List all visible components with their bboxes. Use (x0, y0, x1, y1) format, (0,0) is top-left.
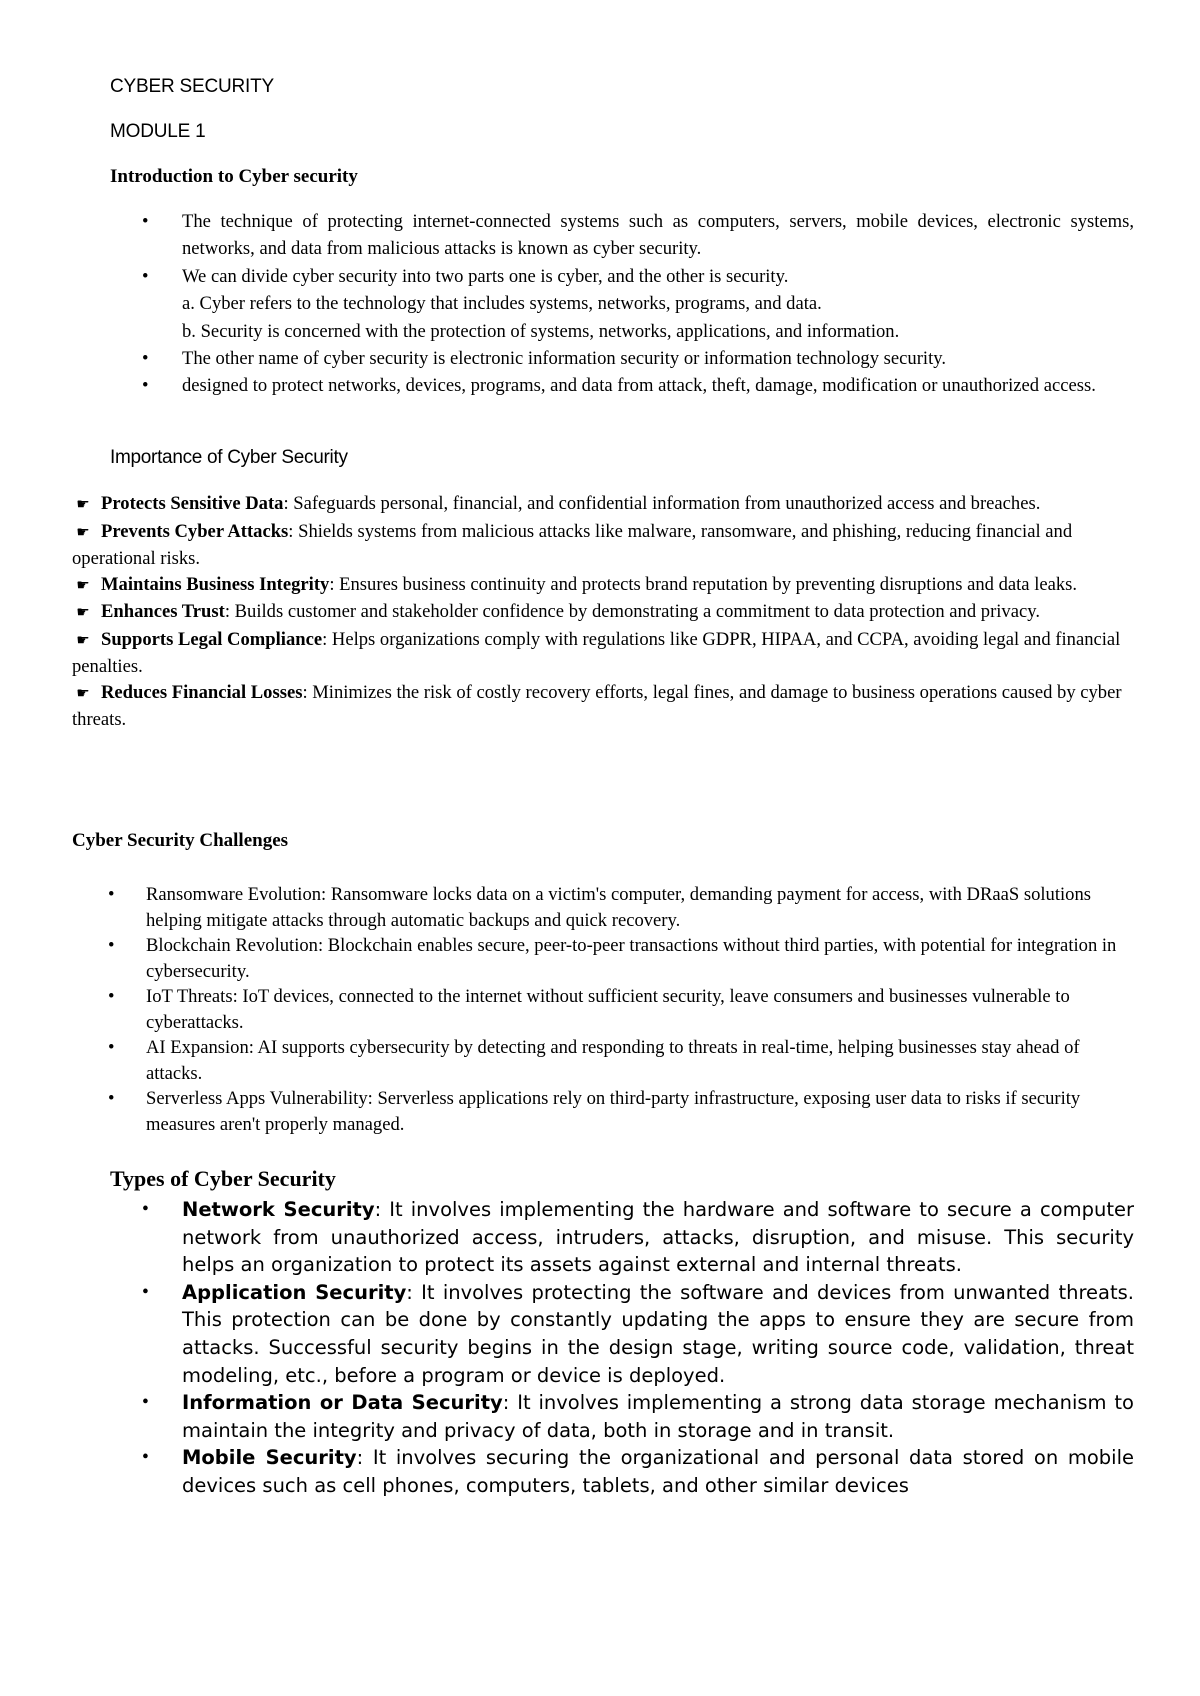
bullet-icon: • (142, 265, 149, 287)
type-desc: : It involves protecting the software and devices from unwanted threats. This protection can be done by constantly updating the apps to ensure they are secure from attacks. Successful security begins in the design stage, writing source code, validation, threat modeling, etc., before a program or device is deployed. (182, 1280, 1134, 1387)
bullet-icon: • (108, 935, 115, 956)
list-item (72, 572, 1132, 600)
bullet-icon: • (108, 884, 115, 905)
list-item (110, 208, 1134, 263)
type-term: Mobile Security (182, 1446, 357, 1470)
list-item (72, 1035, 1132, 1086)
list-item (72, 933, 1132, 984)
importance-term: Enhances Trust (101, 601, 225, 622)
document-title: CYBER SECURITY (110, 76, 275, 97)
pointing-hand-icon: ☛ (76, 577, 90, 594)
type-desc: : It involves implementing a strong data storage mechanism to maintain the integrity and privacy of data, both in storage and in transit. (182, 1391, 1134, 1442)
intro-subitem-a: a. Cyber refers to the technology that includes systems, networks, programs, and data. (182, 293, 822, 315)
pointing-hand-icon: ☛ (76, 497, 90, 513)
bullet-icon: • (142, 348, 149, 370)
list-item (110, 1444, 1134, 1499)
bullet-icon: • (108, 1088, 115, 1109)
challenge-text: Ransomware Evolution: Ransomware locks data on a victim's computer, demanding payment for access, with DRaaS solutions helping mitigate attacks through automatic backups and quick recovery. (146, 884, 1092, 931)
list-item (72, 491, 1132, 519)
challenge-text: Serverless Apps Vulnerability: Serverless applications rely on third-party infrastructure, exposing user data to risks if security measures aren't properly managed. (146, 1088, 1081, 1135)
bullet-icon: • (108, 986, 115, 1007)
list-item (72, 519, 1132, 572)
list-item (72, 599, 1132, 627)
pointing-hand-icon: ☛ (76, 685, 90, 702)
type-term: Network Security (182, 1198, 375, 1221)
intro-list (110, 208, 1134, 400)
list-item (72, 627, 1132, 680)
intro-item-text: We can divide cyber security into two parts one is cyber, and the other is security. (182, 265, 789, 287)
intro-item-text: The other name of cyber security is electronic information security or information technology security. (182, 348, 946, 370)
module-heading: MODULE 1 (110, 121, 206, 142)
list-item (110, 1389, 1134, 1444)
importance-list (72, 491, 1132, 733)
type-desc: : It involves implementing the hardware and software to secure a computer network from unauthorized access, intruders, attacks, disruption, and misuse. This security helps an organization to protect its assets against external and internal threats. (182, 1198, 1134, 1277)
challenge-text: IoT Threats: IoT devices, connected to the internet without sufficient security, leave consumers and businesses vulnerable to cyberattacks. (146, 986, 1070, 1033)
bullet-icon: • (142, 1447, 149, 1469)
bullet-icon: • (142, 1392, 149, 1414)
importance-heading: Importance of Cyber Security (110, 447, 348, 468)
importance-term: Reduces Financial Losses (101, 681, 303, 703)
intro-subitem-b: b. Security is concerned with the protection of systems, networks, applications, and information. (182, 320, 900, 342)
list-item (72, 882, 1132, 933)
intro-heading: Introduction to Cyber security (110, 166, 358, 187)
types-heading: Types of Cyber Security (110, 1166, 336, 1191)
importance-term: Protects Sensitive Data (101, 493, 284, 514)
challenge-text: AI Expansion: AI supports cybersecurity by detecting and responding to threats in real-time, helping businesses stay ahead of attacks. (146, 1037, 1080, 1084)
bullet-icon: • (142, 1281, 149, 1303)
list-item (72, 680, 1132, 733)
intro-item-text: The technique of protecting internet-connected systems such as computers, servers, mobile devices, electronic systems, networks, and data from malicious attacks is known as cyber security. (182, 211, 1134, 260)
list-item (110, 345, 1134, 372)
list-item (72, 984, 1132, 1035)
list-item (72, 1086, 1132, 1137)
importance-desc: : Builds customer and stakeholder confidence by demonstrating a commitment to data protection and privacy. (224, 601, 1040, 622)
importance-term: Supports Legal Compliance (101, 628, 323, 650)
importance-term: Prevents Cyber Attacks (101, 520, 289, 542)
importance-desc: : Helps organizations comply with regulations like GDPR, HIPAA, and CCPA, avoiding legal and financial penalties. (72, 628, 1121, 677)
bullet-icon: • (142, 375, 149, 397)
type-term: Application Security (182, 1280, 407, 1304)
intro-item-text: designed to protect networks, devices, programs, and data from attack, theft, damage, modification or unauthorized access. (182, 375, 1096, 397)
list-item (110, 263, 1134, 345)
bullet-icon: • (142, 1199, 149, 1220)
importance-desc: : Ensures business continuity and protects brand reputation by preventing disruptions and data leaks. (329, 573, 1078, 595)
pointing-hand-icon: ☛ (76, 524, 90, 541)
challenges-list (72, 882, 1132, 1137)
bullet-icon: • (142, 211, 149, 232)
importance-desc: : Shields systems from malicious attacks like malware, ransomware, and phishing, reducing financial and operational risks. (72, 520, 1073, 569)
types-list (110, 1196, 1134, 1500)
list-item (110, 1279, 1134, 1389)
challenge-text: Blockchain Revolution: Blockchain enables secure, peer-to-peer transactions without third parties, with potential for integration in cybersecurity. (146, 935, 1117, 982)
pointing-hand-icon: ☛ (76, 605, 90, 621)
challenges-heading: Cyber Security Challenges (72, 830, 289, 851)
importance-desc: : Minimizes the risk of costly recovery efforts, legal fines, and damage to business operations caused by cyber threats. (72, 681, 1122, 730)
list-item (110, 1196, 1134, 1279)
list-item (110, 372, 1134, 399)
type-desc: : It involves securing the organizational and personal data stored on mobile devices such as cell phones, computers, tablets, and other similar devices (182, 1446, 1135, 1497)
importance-term: Maintains Business Integrity (101, 573, 330, 595)
bullet-icon: • (108, 1037, 115, 1058)
type-term: Information or Data Security (182, 1391, 503, 1415)
pointing-hand-icon: ☛ (76, 632, 90, 649)
importance-desc: : Safeguards personal, financial, and confidential information from unauthorized access and breaches. (283, 493, 1041, 514)
